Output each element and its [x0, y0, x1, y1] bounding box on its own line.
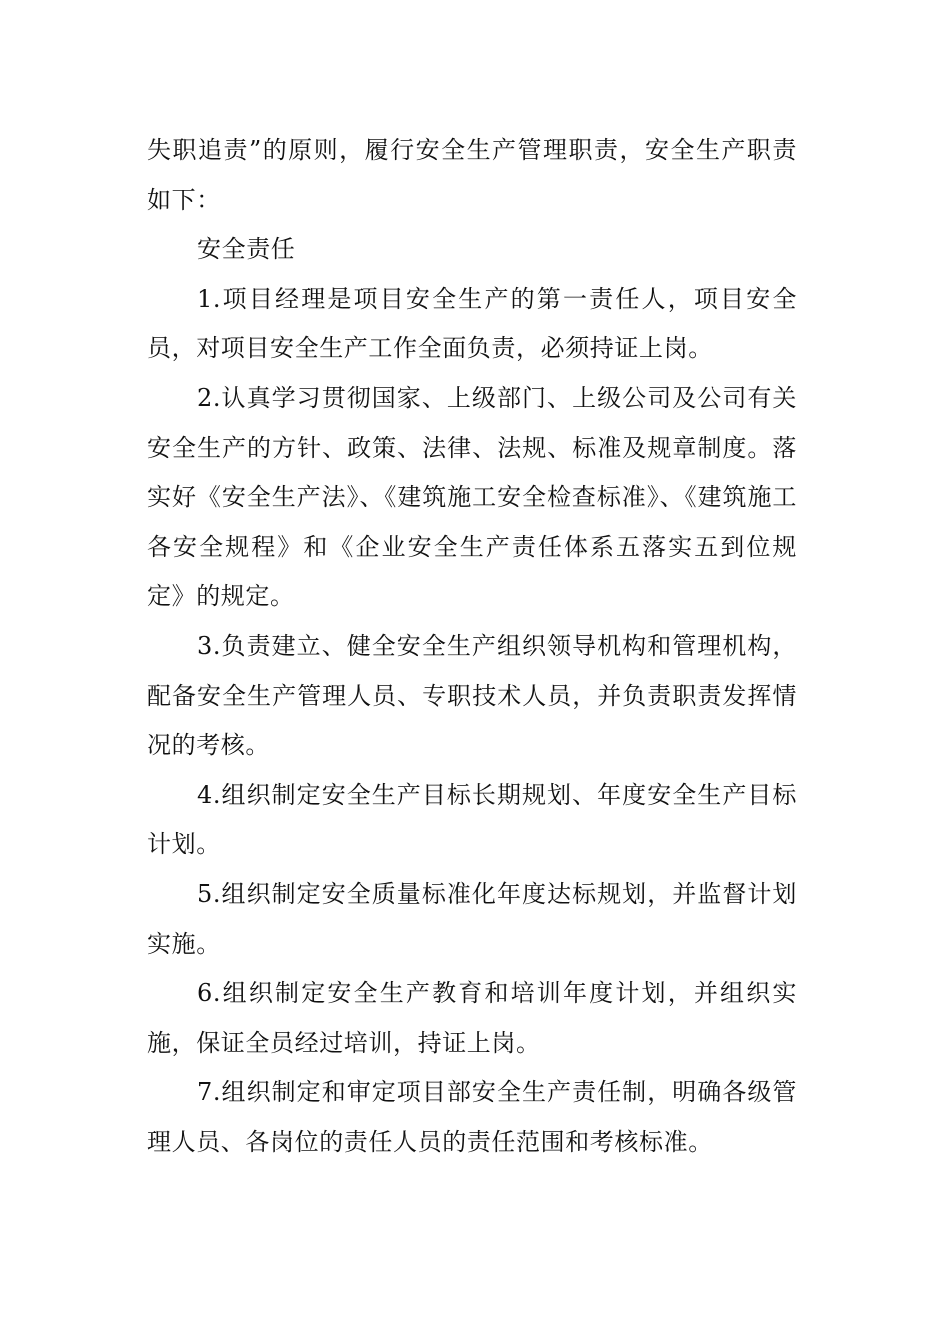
paragraph-item-4: 4.组织制定安全生产目标长期规划、年度安全生产目标计划。 — [147, 780, 797, 859]
paragraph-continuation: 失职追责”的原则，履行安全生产管理职责，安全生产职责如下： — [147, 136, 797, 214]
paragraph-item-3: 3.负责建立、健全安全生产组织领导机构和管理机构，配备安全生产管理人员、专职技术人员，并负责职责发挥情况的考核。 — [147, 631, 797, 760]
paragraph-item-7: 7.组织制定和审定项目部安全生产责任制，明确各级管理人员、各岗位的责任人员的责任范围和考核标准。 — [147, 1078, 797, 1156]
document-body — [147, 126, 797, 1167]
section-heading: 安全责任 — [197, 235, 296, 264]
paragraph-item-2: 2.认真学习贯彻国家、上级部门、上级公司及公司有关安全生产的方针、政策、法律、法规、标准及规章制度。落实好《安全生产法》、《建筑施工安全检查标准》、《建筑施工各安全规程》和《企业安全生产责任体系五落实五到位规定》的规定。 — [147, 383, 797, 611]
paragraph-item-6: 6.组织制定安全生产教育和培训年度计划，并组织实施，保证全员经过培训，持证上岗。 — [147, 979, 797, 1057]
paragraph-item-5: 5.组织制定安全质量标准化年度达标规划，并监督计划实施。 — [147, 879, 797, 958]
paragraph-item-1: 1.项目经理是项目安全生产的第一责任人，项目安全员，对项目安全生产工作全面负责，必须持证上岗。 — [147, 284, 797, 363]
